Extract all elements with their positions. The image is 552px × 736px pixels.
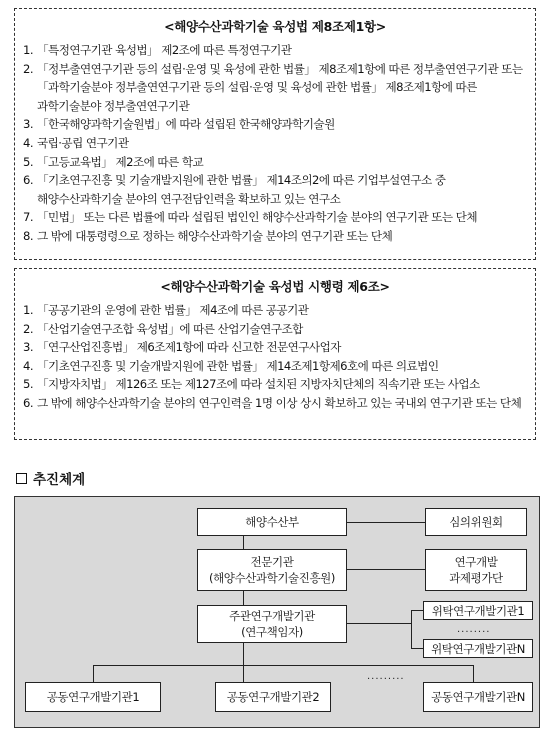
node-joint-n bbox=[423, 682, 533, 712]
connector-entrusted-1 bbox=[411, 610, 423, 611]
node-lead-sublabel: (연구책임자) bbox=[241, 625, 303, 639]
list-item bbox=[23, 153, 525, 172]
connector-joint-1 bbox=[93, 665, 94, 682]
list-item-number: 8. bbox=[23, 228, 33, 243]
list-item-number: 2. bbox=[23, 61, 33, 76]
node-agency bbox=[197, 549, 347, 591]
list-item-text: 「지방자치법」 제126조 또는 제127조에 따라 설치된 지방자치단체의 직속기관 또는 사업소 bbox=[37, 377, 480, 392]
connector-ministry-agency bbox=[243, 536, 244, 549]
entrusted-ellipsis: ........ bbox=[457, 624, 491, 635]
connector-joint-2 bbox=[243, 665, 244, 682]
square-bullet-icon bbox=[16, 473, 27, 484]
connector-entrusted-vertical bbox=[411, 610, 412, 648]
org-chart-panel bbox=[14, 496, 540, 728]
list-item-number: 1. bbox=[23, 43, 33, 57]
connector-agency-eval bbox=[347, 569, 425, 570]
list-item bbox=[23, 115, 525, 134]
list-item bbox=[23, 357, 525, 376]
list-item-text: 국립·공립 연구기관 bbox=[37, 135, 129, 150]
list-item-text: 「기초연구진흥 및 기술개발지원에 관한 법률」 제14조의2에 따른 기업부설연구소 중 해양수산과학기술 분야의 연구전담인력을 확보하고 있는 연구소 bbox=[37, 173, 446, 206]
node-ministry bbox=[197, 508, 347, 536]
joint-ellipsis: ......... bbox=[367, 671, 405, 682]
list-item bbox=[23, 320, 525, 339]
list-item-text: 「연구산업진흥법」 제6조제1항에 따라 신고한 전문연구사업자 bbox=[37, 340, 341, 355]
list-item-number: 7. bbox=[23, 210, 33, 225]
decree-article-list bbox=[15, 301, 535, 413]
connector-agency-lead bbox=[243, 591, 244, 605]
list-item-number: 3. bbox=[23, 117, 33, 132]
node-evaluation-label: 연구개발 bbox=[454, 555, 498, 569]
node-ministry-label: 해양수산부 bbox=[245, 515, 299, 529]
list-item-number: 2. bbox=[23, 321, 33, 336]
list-item bbox=[23, 134, 525, 153]
node-evaluation-sublabel: 과제평가단 bbox=[449, 571, 503, 585]
node-joint-2 bbox=[215, 682, 331, 712]
node-entrusted-n-label: 위탁연구개발기관N bbox=[431, 641, 525, 656]
law-article-title: <해양수산과학기술 육성법 제8조제1항> bbox=[164, 19, 386, 34]
section-heading bbox=[16, 468, 85, 488]
list-item bbox=[23, 338, 525, 357]
node-agency-label: 전문기관 bbox=[250, 555, 294, 569]
connector-joint-horizontal bbox=[93, 665, 474, 666]
list-item-number: 6. bbox=[23, 173, 33, 188]
list-item-text: 「정부출연연구기관 등의 설립·운영 및 육성에 관한 법률」 제8조제1항에 따른 정부출연연구기관 또는 「과학기술분야 정부출연연구기관 등의 설립·운영 및 육성에 관한 법률」 제8조제1항에 따른 과학기술분야 정부출연연구기관 bbox=[37, 61, 523, 113]
list-item bbox=[23, 227, 525, 246]
list-item-number: 1. bbox=[23, 303, 33, 317]
node-committee bbox=[425, 508, 527, 536]
node-joint-1-label: 공동연구개발기관1 bbox=[46, 690, 140, 704]
list-item bbox=[23, 208, 525, 227]
law-article-box bbox=[14, 8, 536, 260]
connector-lead-joint bbox=[243, 643, 244, 665]
list-item-text: 「고등교육법」 제2조에 따른 학교 bbox=[37, 154, 204, 169]
connector-entrusted-n bbox=[411, 648, 423, 649]
list-item-number: 4. bbox=[23, 135, 33, 150]
node-entrusted-n bbox=[423, 639, 533, 658]
list-item-text: 그 밖에 대통령령으로 정하는 해양수산과학기술 분야의 연구기관 또는 단체 bbox=[37, 228, 393, 243]
decree-article-box bbox=[14, 268, 536, 440]
decree-article-title: <해양수산과학기술 육성법 시행령 제6조> bbox=[160, 279, 390, 294]
node-lead-institution bbox=[197, 605, 347, 643]
list-item-text: 「산업기술연구조합 육성법」에 따른 산업기술연구조합 bbox=[37, 321, 303, 336]
list-item-text: 「민법」 또는 다른 법률에 따라 설립된 법인인 해양수산과학기술 분야의 연구기관 또는 단체 bbox=[37, 210, 477, 225]
node-agency-sublabel: (해양수산과학기술진흥원) bbox=[209, 571, 335, 585]
list-item bbox=[23, 171, 525, 208]
node-committee-label: 심의위원회 bbox=[449, 515, 503, 529]
list-item-number: 4. bbox=[23, 358, 33, 373]
list-item-number: 5. bbox=[23, 377, 33, 392]
list-item bbox=[23, 60, 525, 116]
node-joint-n-label: 공동연구개발기관N bbox=[431, 690, 525, 704]
connector-ministry-committee bbox=[347, 522, 425, 523]
list-item bbox=[23, 41, 525, 60]
list-item bbox=[23, 301, 525, 320]
list-item-number: 3. bbox=[23, 340, 33, 355]
list-item-text: 「특정연구기관 육성법」 제2조에 따른 특정연구기관 bbox=[37, 43, 292, 57]
list-item bbox=[23, 394, 525, 413]
node-evaluation-panel bbox=[425, 549, 527, 591]
connector-lead-entrusted bbox=[347, 623, 412, 624]
node-entrusted-1-label: 위탁연구개발기관1 bbox=[431, 603, 525, 618]
node-joint-1 bbox=[25, 682, 161, 712]
list-item-text: 그 밖에 해양수산과학기술 분야의 연구인력을 1명 이상 상시 확보하고 있는 국내외 연구기관 또는 단체 bbox=[37, 395, 522, 410]
list-item bbox=[23, 375, 525, 394]
law-article-list bbox=[15, 41, 535, 246]
connector-joint-n bbox=[473, 665, 474, 682]
node-lead-label: 주관연구개발기관 bbox=[229, 609, 315, 623]
list-item-text: 「기초연구진흥 및 기술개발지원에 관한 법률」 제14조제1항제6호에 따른 의료법인 bbox=[37, 358, 439, 373]
node-joint-2-label: 공동연구개발기관2 bbox=[226, 690, 320, 704]
section-title: 추진체계 bbox=[33, 472, 86, 488]
node-entrusted-1 bbox=[423, 601, 533, 620]
list-item-number: 6. bbox=[23, 395, 33, 410]
list-item-number: 5. bbox=[23, 154, 33, 169]
list-item-text: 「공공기관의 운영에 관한 법률」 제4조에 따른 공공기관 bbox=[37, 303, 309, 317]
list-item-text: 「한국해양과학기술원법」에 따라 설립된 한국해양과학기술원 bbox=[37, 117, 335, 132]
